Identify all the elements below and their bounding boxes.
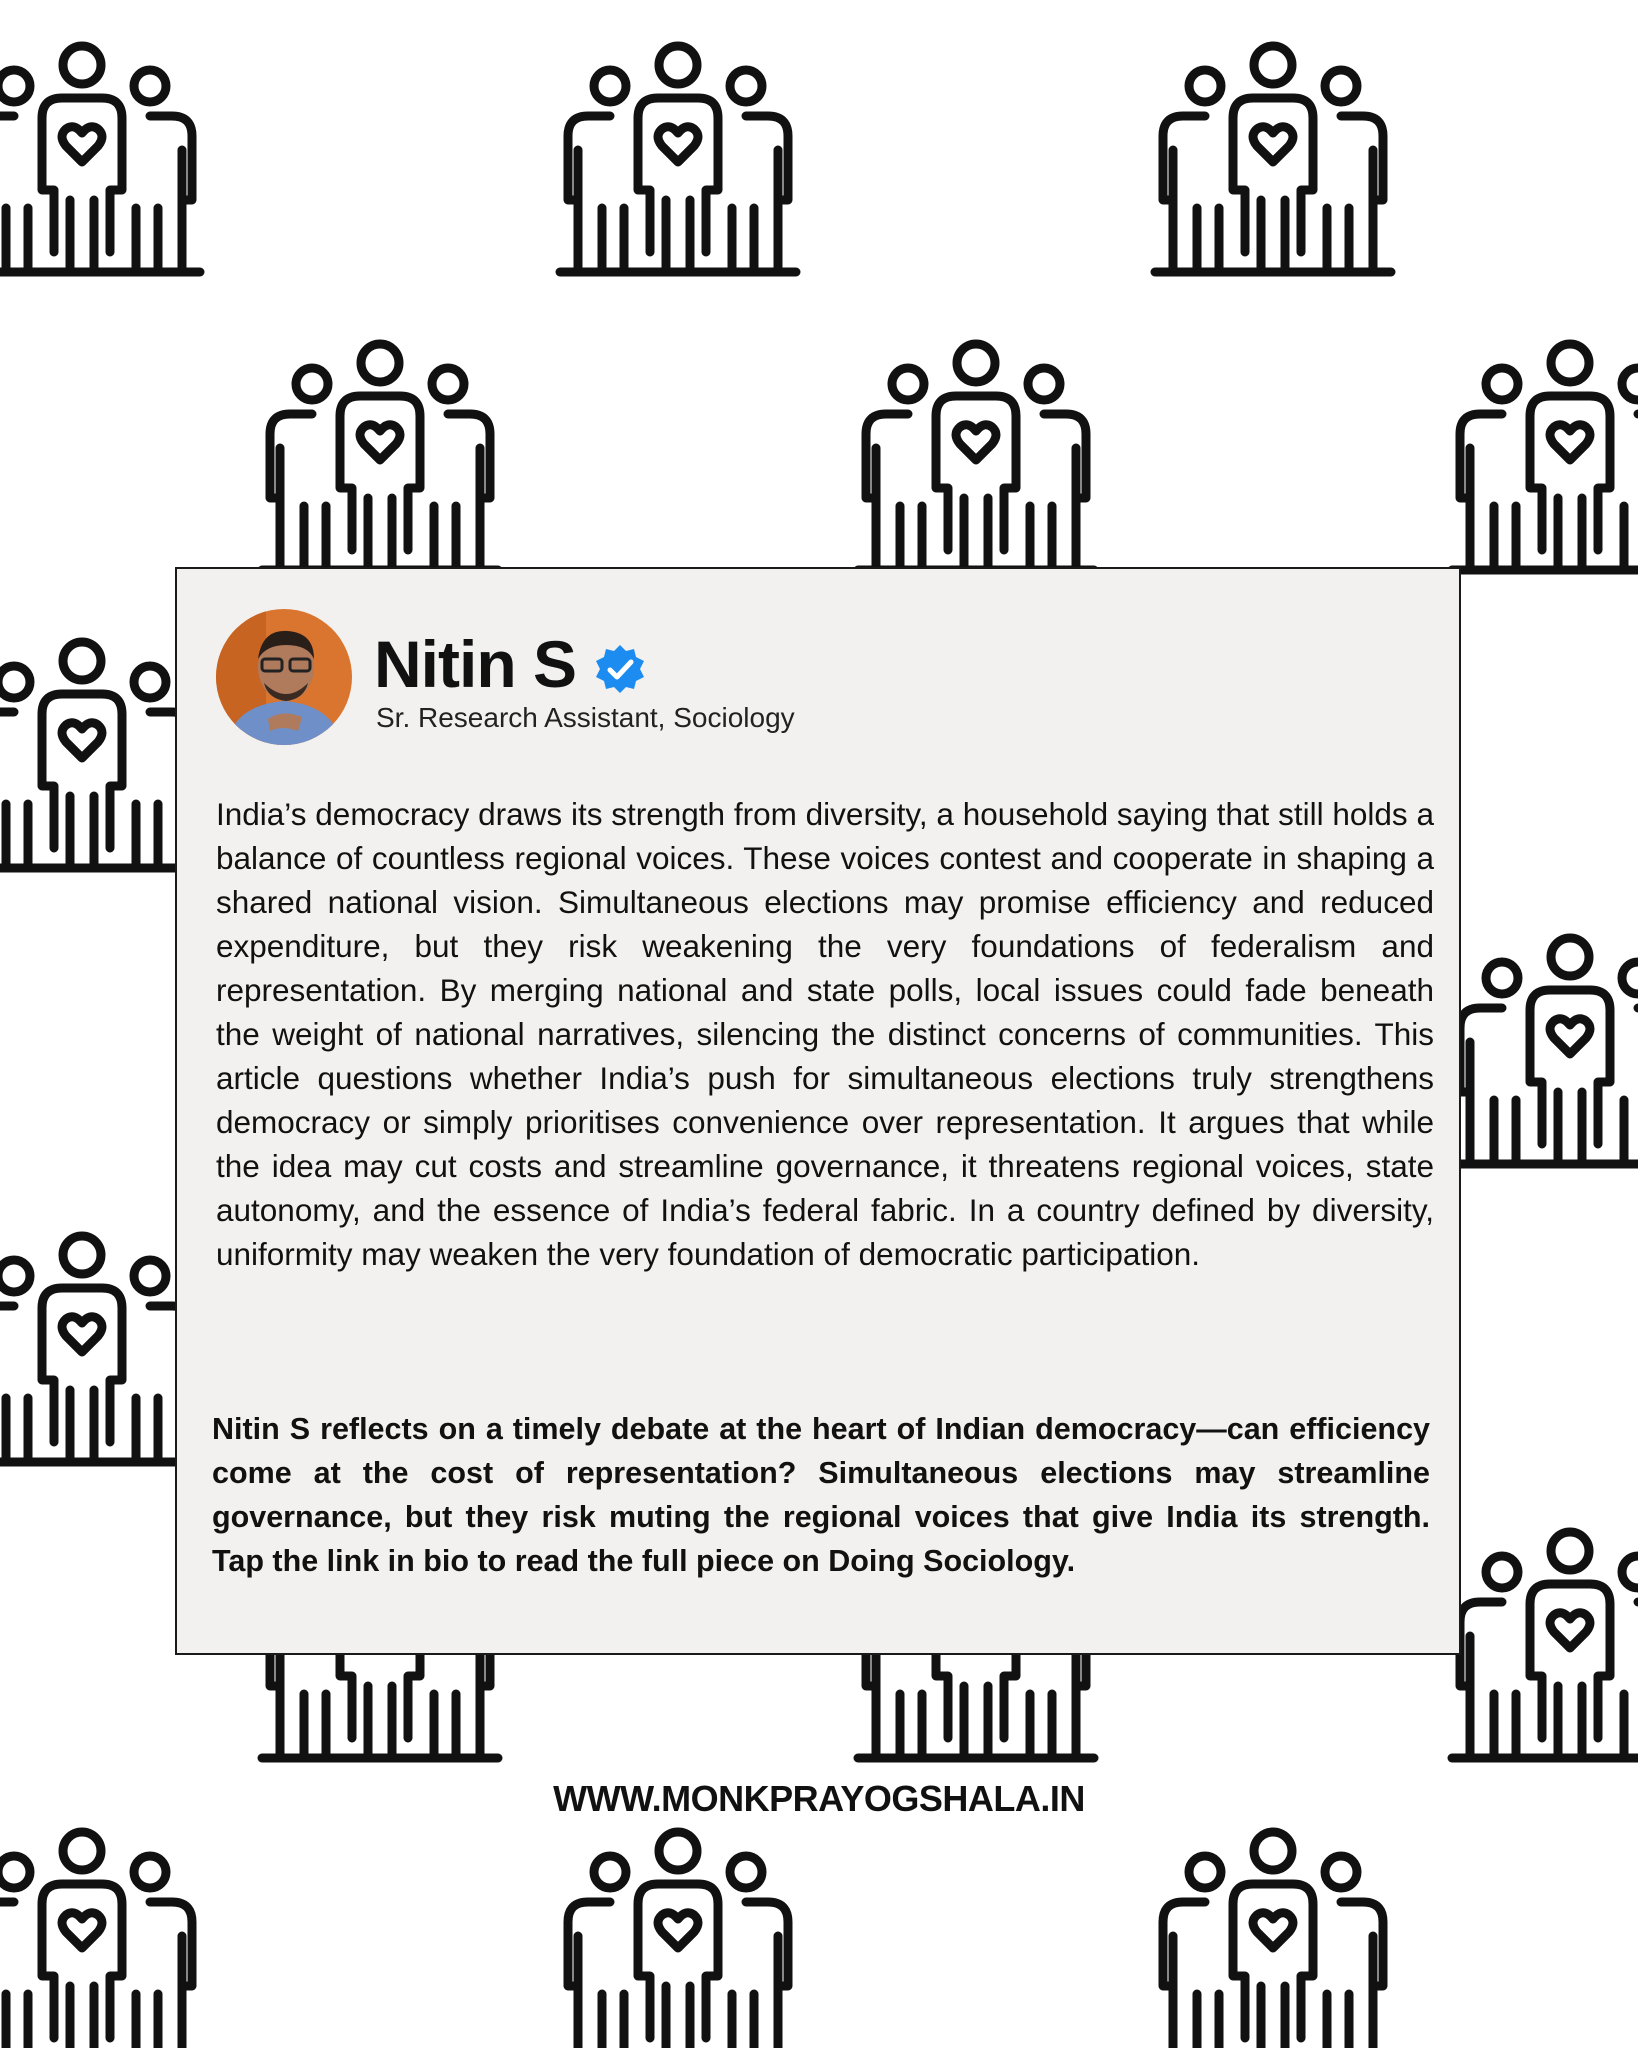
people-icon bbox=[1155, 46, 1391, 272]
people-icon bbox=[0, 1236, 200, 1462]
people-icon bbox=[0, 1832, 200, 2048]
people-icon bbox=[560, 1832, 796, 2048]
article-card bbox=[175, 567, 1461, 1655]
people-icon bbox=[1452, 938, 1638, 1164]
author-name: Nitin S bbox=[374, 627, 576, 701]
article-abstract: India’s democracy draws its strength from diversity, a household saying that still holds a balance of countless regional voices. These voices contest and cooperate in shaping a shared national vision. Simultaneous elections may promise efficiency and reduced expenditure, but they risk weakening the very foundations of federalism and representation. By merging national and state polls, local issues could fade beneath the weight of national narratives, silencing the distinct concerns of communities. This article questions whether India’s push for simultaneous elections truly strengthens democracy or simply prioritises convenience over representation. It argues that while the idea may cut costs and streamline governance, it threatens regional voices, state autonomy, and the essence of India’s federal fabric. In a country defined by diversity, uniformity may weaken the very foundation of democratic participation. bbox=[216, 796, 1434, 1272]
people-icon bbox=[1452, 344, 1638, 570]
verified-badge-icon bbox=[592, 643, 648, 699]
author-avatar bbox=[216, 609, 352, 745]
people-icon bbox=[858, 344, 1094, 570]
people-icon bbox=[560, 46, 796, 272]
people-icon bbox=[1155, 1832, 1391, 2048]
author-role: Sr. Research Assistant, Sociology bbox=[376, 702, 795, 733]
article-summary: Nitin S reflects on a timely debate at the heart of Indian democracy—can efficiency come at the cost of representation? Simultaneous elections may streamline governance, but they risk muting the regional voices that give India its strength. Tap the link in bio to read the full piece on Doing Sociology. bbox=[212, 1412, 1430, 1578]
people-icon bbox=[262, 344, 498, 570]
people-icon bbox=[0, 46, 200, 272]
people-icon bbox=[0, 642, 200, 868]
people-icon bbox=[1452, 1532, 1638, 1758]
website-link[interactable]: WWW.MONKPRAYOGSHALA.IN bbox=[553, 1778, 1085, 1819]
